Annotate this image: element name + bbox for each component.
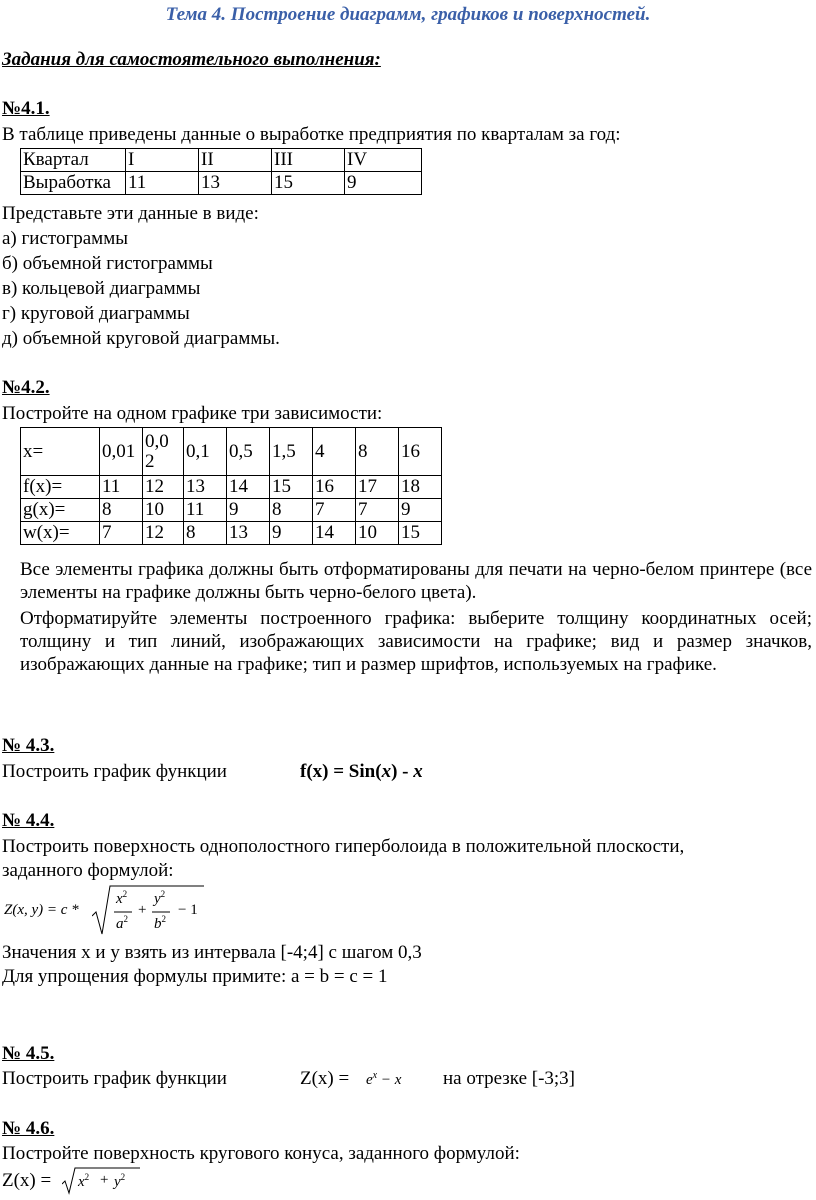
var-a: a — [116, 916, 124, 932]
table-cell: 11 — [184, 499, 227, 522]
table-cell: 16 — [313, 476, 356, 499]
table-cell: 11 — [126, 172, 199, 195]
table-row — [21, 172, 422, 195]
table-cell: 7 — [100, 522, 143, 545]
formula-var: x — [413, 761, 423, 782]
table-cell: 14 — [227, 476, 270, 499]
table-cell: Квартал — [21, 149, 126, 172]
task-4-1-intro: В таблице приведены данные о выработке предприятия по кварталам за год: — [2, 124, 621, 145]
y: y — [114, 1174, 121, 1190]
plus: + — [100, 1172, 109, 1188]
exp: 2 — [123, 914, 128, 924]
var-y — [114, 1172, 125, 1191]
functions-table — [20, 427, 442, 545]
task-4-5-number: № 4.5. — [2, 1043, 55, 1064]
task-4-2-intro: Постройте на одном графике три зависимости: — [2, 403, 383, 424]
frac-x — [116, 889, 127, 908]
task-4-5-formula-lhs: Z(x) = — [300, 1068, 350, 1089]
output-table — [20, 148, 422, 195]
task-4-4-text1: Построить поверхность однополостного гиперболоида в положительной плоскости, — [2, 836, 685, 857]
exp: 2 — [120, 1172, 126, 1182]
formula-part: ) - — [391, 761, 414, 782]
x: x — [78, 1174, 85, 1190]
table-cell: 11 — [100, 476, 143, 499]
task-4-4-values: Значения x и y взять из интервала [-4;4] с шагом 0,3 — [2, 942, 422, 963]
page-title: Тема 4. Построение диаграмм, графиков и поверхностей. — [165, 4, 651, 25]
task-4-4-number: № 4.4. — [2, 810, 55, 831]
table-cell: 10 — [143, 499, 184, 522]
table-cell: 15 — [399, 522, 442, 545]
task-4-5-range: на отрезке [-3;3] — [443, 1068, 576, 1089]
option-a: а) гистограммы — [2, 228, 128, 249]
table-cell: 15 — [272, 172, 345, 195]
table-cell: II — [199, 149, 272, 172]
table-row — [21, 522, 442, 545]
table-row — [21, 428, 442, 476]
formula-part: f(x) = Sin( — [300, 761, 382, 782]
table-cell: 9 — [227, 499, 270, 522]
task-4-6-text: Постройте поверхность кругового конуса, заданного формулой: — [2, 1143, 520, 1164]
option-b: б) объемной гистограммы — [2, 253, 213, 274]
task-4-6-formula-lhs: Z(x) = — [2, 1170, 52, 1191]
table-cell: IV — [345, 149, 422, 172]
table-cell: 0,1 — [184, 428, 227, 476]
task-4-3-formula — [300, 761, 423, 783]
table-cell: w(x)= — [21, 522, 100, 545]
table-cell: x= — [21, 428, 100, 476]
task-4-5-formula — [366, 1070, 401, 1089]
task-4-1-instruction: Представьте эти данные в виде: — [2, 203, 259, 224]
option-e: д) объемной круговой диаграммы. — [2, 328, 280, 349]
table-cell: III — [272, 149, 345, 172]
task-4-3-text: Построить график функции — [2, 761, 227, 782]
hyperboloid-formula — [2, 882, 212, 940]
cone-formula — [62, 1166, 142, 1196]
task-4-4-text2: заданного формулой: — [2, 860, 174, 881]
wrapped-top: 0,0 — [145, 430, 169, 452]
minus-one: − 1 — [178, 902, 198, 918]
table-row — [21, 476, 442, 499]
task-4-4-simplify: Для упрощения формулы примите: a = b = c = 1 — [2, 966, 388, 987]
table-row — [21, 149, 422, 172]
table-cell: I — [126, 149, 199, 172]
table-cell: 8 — [356, 428, 399, 476]
exp: 2 — [160, 889, 166, 899]
table-cell: 18 — [399, 476, 442, 499]
exp: 2 — [122, 889, 128, 899]
table-row — [21, 499, 442, 522]
task-4-6-number: № 4.6. — [2, 1118, 55, 1139]
var-x: x — [116, 891, 123, 907]
var-e: e — [366, 1072, 373, 1088]
frac-b — [154, 914, 166, 933]
table-cell: 13 — [227, 522, 270, 545]
frac-a — [116, 914, 128, 933]
table-cell: 9 — [270, 522, 313, 545]
table-cell: 12 — [143, 522, 184, 545]
table-cell: 0,5 — [227, 428, 270, 476]
formula-lhs: Z(x, y) = c * — [4, 902, 79, 918]
var-x — [78, 1172, 89, 1191]
formula-rest: − x — [380, 1072, 402, 1088]
table-cell: 13 — [199, 172, 272, 195]
var-b: b — [154, 916, 162, 932]
formula-var: x — [381, 761, 392, 782]
table-cell: 9 — [399, 499, 442, 522]
table-cell: 14 — [313, 522, 356, 545]
table-cell: 13 — [184, 476, 227, 499]
exp: 2 — [84, 1172, 90, 1182]
table-cell: f(x)= — [21, 476, 100, 499]
exp: 2 — [161, 914, 166, 924]
table-cell: 8 — [270, 499, 313, 522]
table-cell: 8 — [100, 499, 143, 522]
section-subtitle: Задания для самостоятельного выполнения: — [2, 49, 381, 70]
plus: + — [138, 902, 147, 918]
table-cell-wrapped — [143, 428, 184, 476]
table-cell: 9 — [345, 172, 422, 195]
table-cell: 4 — [313, 428, 356, 476]
table-cell: 10 — [356, 522, 399, 545]
wrapped-bottom: 2 — [145, 450, 155, 472]
table-cell: 16 — [399, 428, 442, 476]
table-cell: 7 — [356, 499, 399, 522]
task-4-2-para1: Все элементы графика должны быть отформатированы для печати на черно-белом принтере (все элементы на графике должны быть черно-белого цвета). — [20, 559, 812, 603]
task-4-3-number: № 4.3. — [2, 735, 55, 756]
table-cell: 17 — [356, 476, 399, 499]
task-4-2-para2: Отформатируйте элементы построенного графика: выберите толщину координатных осей; толщину и тип линий, изображающих зависимости на графике; вид и размер значков, изображающих данные на графике; тип и размер шрифтов, используемых на графике. — [20, 608, 812, 675]
table-cell: 7 — [313, 499, 356, 522]
option-d: г) круговой диаграммы — [2, 303, 190, 324]
exp-x: x — [372, 1070, 378, 1081]
table-cell: 1,5 — [270, 428, 313, 476]
task-4-2-number: №4.2. — [2, 377, 50, 398]
table-cell: 0,01 — [100, 428, 143, 476]
task-4-1-number: №4.1. — [2, 98, 50, 119]
task-4-5-text: Построить график функции — [2, 1068, 227, 1089]
var-y: y — [154, 891, 161, 907]
frac-y — [154, 889, 165, 908]
option-c: в) кольцевой диаграммы — [2, 278, 201, 299]
table-cell: 8 — [184, 522, 227, 545]
table-cell: 15 — [270, 476, 313, 499]
table-cell: g(x)= — [21, 499, 100, 522]
table-cell: 12 — [143, 476, 184, 499]
table-cell: Выработка — [21, 172, 126, 195]
